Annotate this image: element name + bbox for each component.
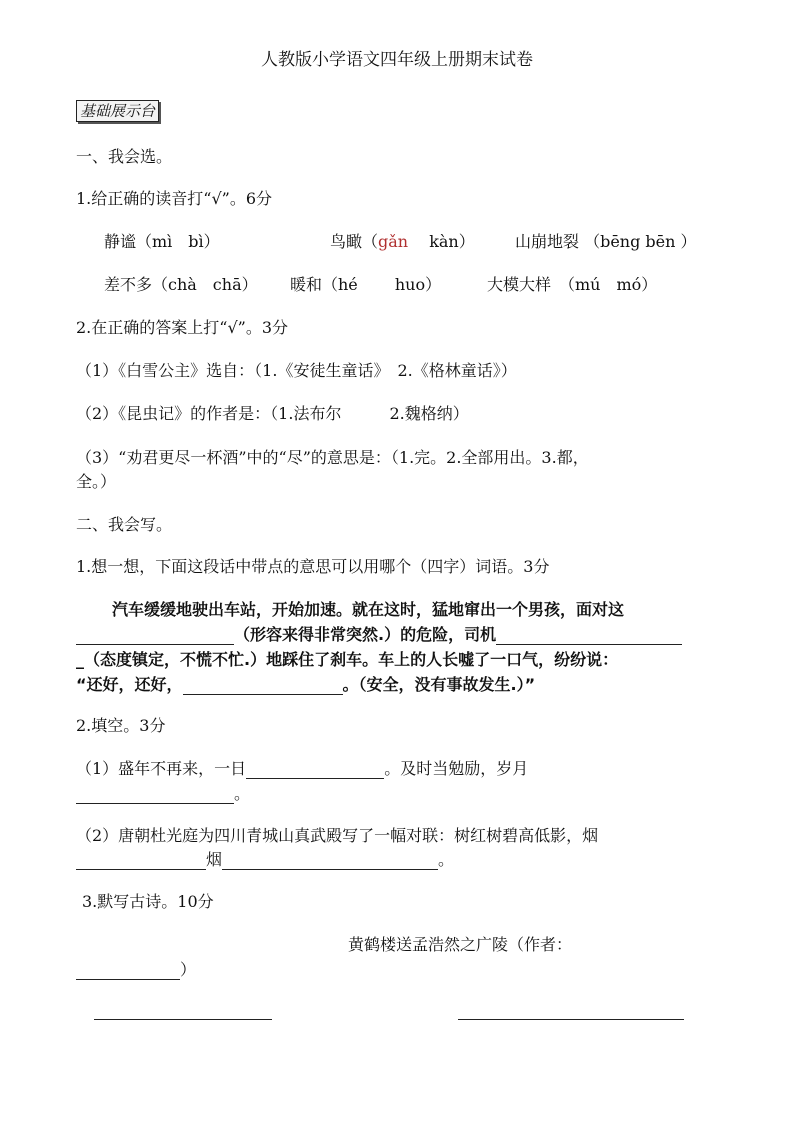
pinyin-red-text: gǎn — [378, 232, 409, 251]
passage-line-4-pre: “还好，还好， — [76, 675, 183, 694]
fill-item-2-end: 。 — [438, 850, 455, 869]
author-blank[interactable] — [76, 963, 180, 980]
q2-prompt: 2.在正确的答案上打“√”。3分 — [76, 318, 289, 337]
q2-item-3: （3）“劝君更尽一杯酒”中的“尽”的意思是：（1.完。2.全部用出。3.都， — [76, 448, 589, 467]
answer-blank-7[interactable] — [222, 853, 438, 870]
poem-title: 黄鹤楼送孟浩然之广陵（作者： — [348, 935, 573, 954]
part2-heading: 二、我会写。 — [76, 515, 173, 534]
q1-prompt: 1.给正确的读音打“√”。6分 — [76, 189, 273, 208]
poem-author-line — [76, 960, 196, 980]
fill-item-1 — [76, 759, 528, 779]
q2-item-1: （1）《白雪公主》选自：（1.《安徒生童话》 2.《格林童话》） — [76, 361, 517, 380]
fill-item-2: （2）唐朝杜光庭为四川青城山真武殿写了一幅对联：树红树碧高低影，烟 — [76, 826, 599, 845]
fill-item-2-cont — [76, 850, 454, 870]
pinyin-item-5: 暖和（hé huo） — [290, 275, 442, 294]
passage-line-4 — [76, 675, 535, 695]
section-box — [76, 101, 159, 121]
pinyin-item-2 — [330, 232, 475, 252]
q2-item-3-cont: 全。） — [76, 472, 117, 491]
poem-line-blank-left[interactable] — [94, 1019, 272, 1020]
passage-line-3-text: （态度镇定，不慌不忙.）地踩住了刹车。车上的人长嘘了一口气，纷纷说： — [84, 650, 619, 669]
answer-blank-4[interactable] — [246, 762, 384, 779]
answer-blank-1[interactable] — [76, 628, 234, 645]
part1-heading: 一、我会选。 — [76, 147, 173, 166]
answer-blank-5[interactable] — [76, 787, 234, 804]
answer-blank-2[interactable] — [496, 628, 682, 645]
pinyin-item-6: 大模大样 （mú mó） — [487, 275, 658, 294]
fill-item-1-end: 。 — [234, 784, 251, 803]
p2-q3-prompt: 3.默写古诗。10分 — [82, 892, 214, 911]
passage-line-3 — [76, 650, 618, 670]
pinyin-item-4: 差不多（chà chā） — [104, 275, 258, 294]
passage-line-1: 汽车缓缓地驶出车站，开始加速。就在这时，猛地窜出一个男孩，面对这 — [112, 600, 625, 619]
section-box-label: 基础展示台 — [76, 100, 159, 122]
p2-q2-prompt: 2.填空。3分 — [76, 716, 166, 735]
p2-q1-prompt: 1.想一想，下面这段话中带点的意思可以用哪个（四字）词语。3分 — [76, 557, 550, 576]
fill-item-1-cont — [76, 784, 250, 804]
passage-line-3-pre: _ — [76, 650, 84, 669]
poem-line-blank-right[interactable] — [458, 1019, 684, 1020]
passage-line-2 — [76, 625, 682, 645]
fill-item-2-mid: 烟 — [206, 850, 223, 869]
pinyin-item-2-post: kàn） — [408, 232, 475, 251]
poem-close: ） — [180, 960, 197, 979]
page-title: 人教版小学语文四年级上册期末试卷 — [261, 50, 533, 70]
passage-line-2-text: （形容来得非常突然.）的危险，司机 — [234, 625, 497, 644]
pinyin-item-3: 山崩地裂 （bēng bēn ） — [515, 232, 697, 251]
answer-blank-6[interactable] — [76, 853, 206, 870]
fill-item-1-post: 。及时当勉励，岁月 — [384, 759, 529, 778]
pinyin-item-2-pre: 鸟瞰（ — [330, 232, 379, 251]
pinyin-item-1: 静谧（mì bì） — [104, 232, 220, 251]
passage-line-4-post: 。（安全，没有事故发生.）” — [342, 675, 536, 694]
answer-blank-3[interactable] — [183, 678, 343, 695]
q2-item-2: （2）《昆虫记》的作者是：（1.法布尔 2.魏格纳） — [76, 404, 469, 423]
fill-item-1-pre: （1）盛年不再来，一日 — [76, 759, 247, 778]
